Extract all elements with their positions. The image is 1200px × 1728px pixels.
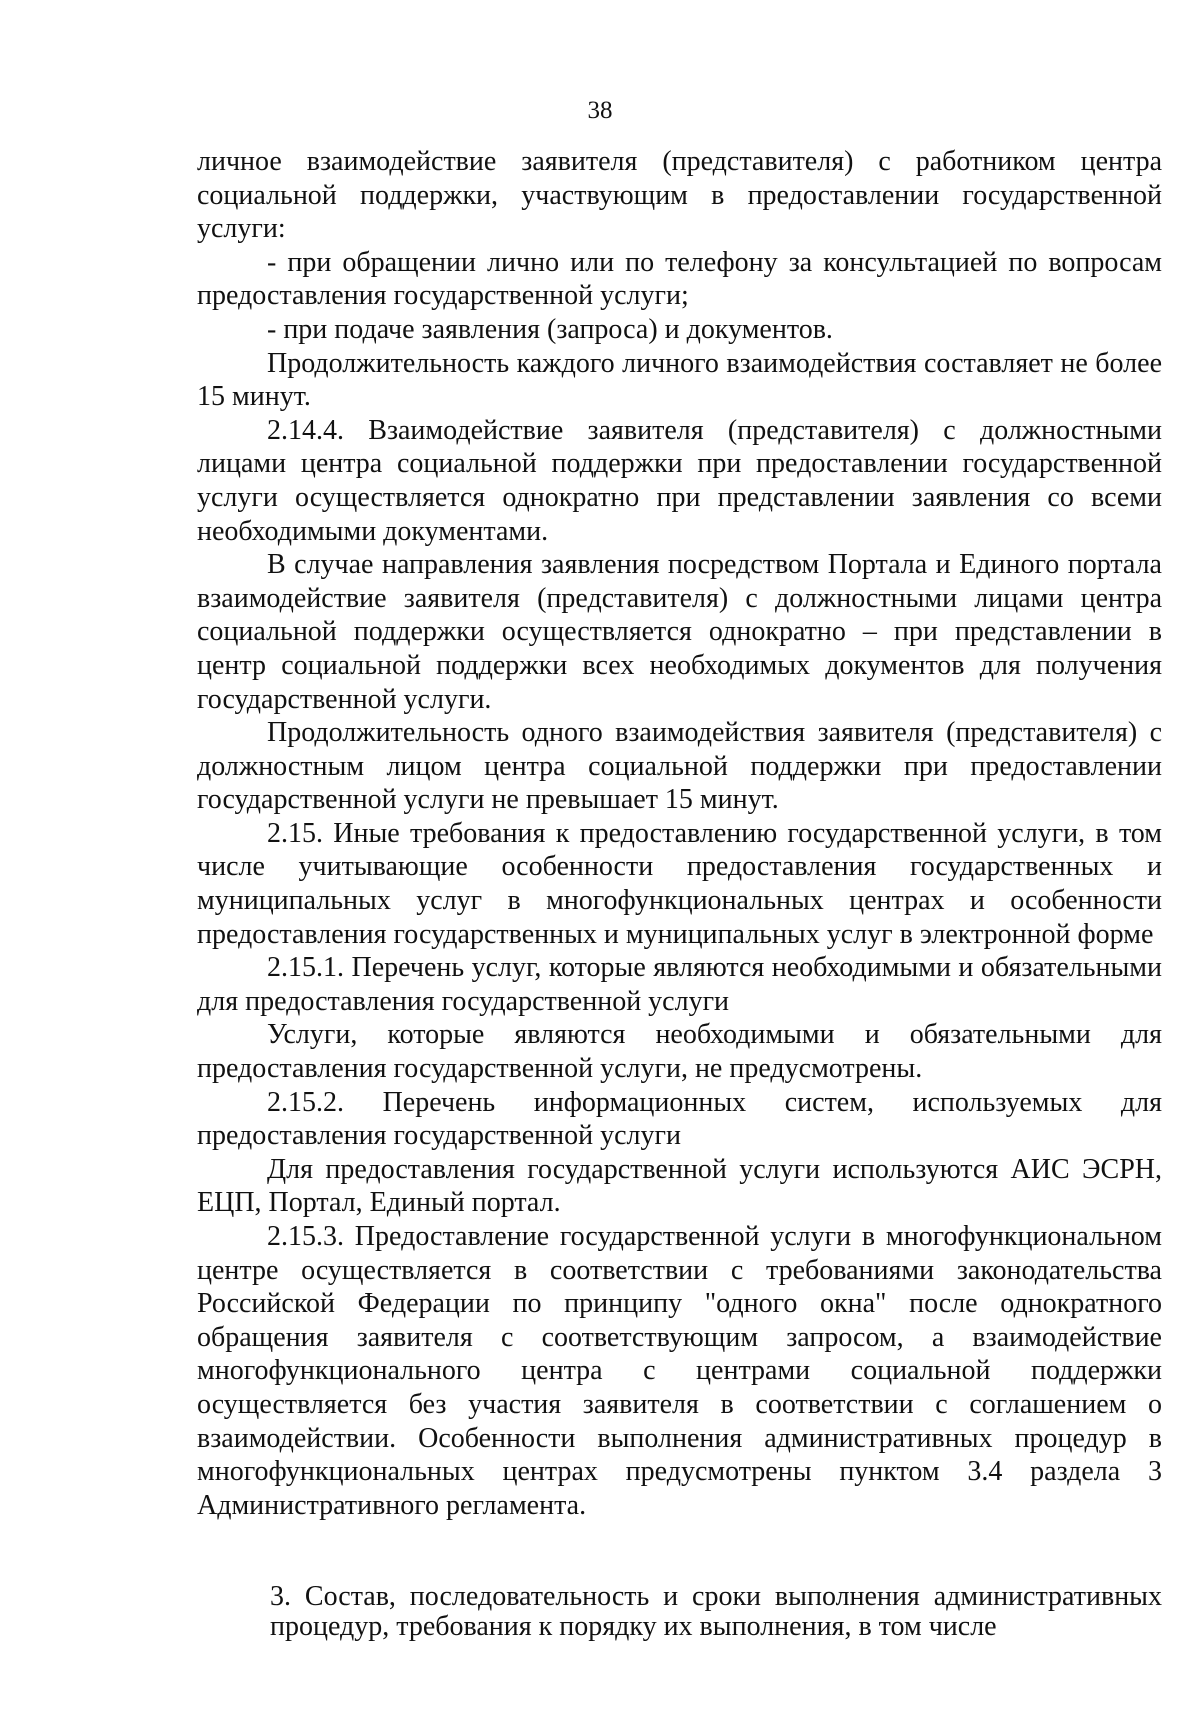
page-number: 38 (587, 97, 613, 124)
paragraph-services-not-provided: Услуги, которые являются необходимыми и обязательными для предоставления государственной услуги, не предусмотрены. (197, 1019, 1162, 1085)
paragraph-portal-interaction: В случае направления заявления посредством Портала и Единого портала взаимодействие заявителя (представителя) с должностными лицами центра социальной поддержки осуществляется однократно – при представлении в центр социальной поддержки всех необходимых документов для получения государственной услуги. (197, 549, 1162, 715)
paragraph-2-15-2: 2.15.2. Перечень информационных систем, используемых для предоставления государственной услуги (197, 1086, 1162, 1152)
paragraph-2-15: 2.15. Иные требования к предоставлению государственной услуги, в том числе учитывающие особенности предоставления государственных и муниципальных услуг в многофункциональных центрах и особенности предоставления государственных и муниципальных услуг в электронной форме (197, 817, 1162, 950)
document-body (197, 145, 1162, 1522)
paragraph-2-14-4: 2.14.4. Взаимодействие заявителя (представителя) с должностными лицами центра социальной поддержки при предоставлении государственной услуги осуществляется однократно при представлении заявления со всеми необходимыми документами. (197, 414, 1162, 547)
paragraph-2-15-3: 2.15.3. Предоставление государственной услуги в многофункциональном центре осуществляется в соответствии с требованиями законодательства Российской Федерации по принципу "одного окна" после однократного обращения заявителя с соответствующим запросом, а взаимодействие многофункционального центра с центрами социальной поддержки осуществляется без участия заявителя в соответствии с соглашением о взаимодействии. Особенности выполнения административных процедур в многофункциональных центрах предусмотрены пунктом 3.4 раздела 3 Административного регламента. (197, 1221, 1162, 1521)
paragraph-duration: Продолжительность каждого личного взаимодействия составляет не более 15 минут. (197, 347, 1162, 413)
paragraph-information-systems: Для предоставления государственной услуги используются АИС ЭСРН, ЕЦП, Портал, Единый портал. (197, 1153, 1162, 1219)
paragraph-interaction-duration: Продолжительность одного взаимодействия заявителя (представителя) с должностным лицом центра социальной поддержки при предоставлении государственной услуги не превышает 15 минут. (197, 717, 1162, 816)
paragraph-2-15-1: 2.15.1. Перечень услуг, которые являются необходимыми и обязательными для предоставления государственной услуги (197, 952, 1162, 1017)
list-item-consultation: - при обращении лично или по телефону за консультацией по вопросам предоставления государственной услуги; (197, 246, 1162, 312)
section-heading-3: 3. Состав, последовательность и сроки выполнения административных процедур, требования к порядку их выполнения, в том числе (270, 1581, 1162, 1642)
list-item-submission: - при подаче заявления (запроса) и документов. (267, 313, 833, 345)
paragraph-continuation: личное взаимодействие заявителя (представителя) с работником центра социальной поддержки, участвующим в предоставлении государственной услуги: (197, 146, 1162, 245)
